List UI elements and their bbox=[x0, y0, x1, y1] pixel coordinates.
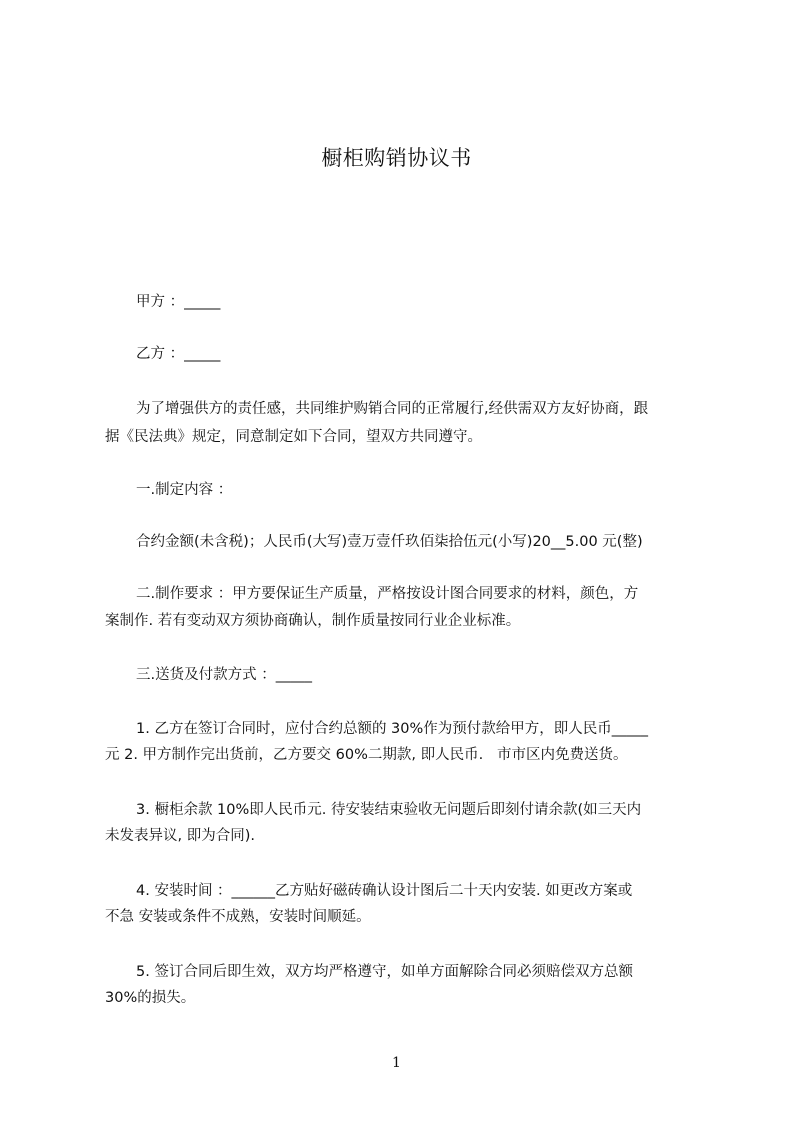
party-b-line: 乙方 ：_____ bbox=[136, 346, 221, 362]
section-3-heading: 三.送货及付款方式 ：_____ bbox=[136, 667, 312, 683]
item-4-line-2: 不急 安装或条件不成熟，安装时间顺延。 bbox=[105, 909, 371, 925]
page-number: 1 bbox=[392, 1055, 401, 1071]
party-a-line: 甲方 ：_____ bbox=[136, 294, 221, 310]
item-5-line-2: 30%的损失。 bbox=[105, 990, 196, 1006]
section-2-line-2: 案制作. 若有变动双方须协商确认，制作质量按同行业企业标准。 bbox=[105, 613, 521, 629]
item-1-line-1: 1. 乙方在签订合同时，应付合约总额的 30%作为预付款给甲方，即人民币_____ bbox=[136, 721, 649, 737]
section-1-heading: 一.制定内容 ： bbox=[136, 482, 233, 498]
item-4-line-1: 4. 安装时间 ：______乙方贴好磁砖确认设计图后二十天内安装. 如更改方案或 bbox=[136, 883, 633, 899]
item-1-line-2: 元 2. 甲方制作完出货前，乙方要交 60%二期款, 即人民币. 市市区内免费送货。 bbox=[105, 747, 628, 763]
intro-paragraph-line-2: 据《民法典》规定，同意制定如下合同，望双方共同遵守。 bbox=[105, 429, 482, 445]
intro-paragraph-line-1: 为了增强供方的责任感，共同维护购销合同的正常履行,经供需双方友好协商，跟 bbox=[136, 401, 649, 417]
item-3-line-1: 3. 橱柜余款 10%即人民币元. 待安装结束验收无问题后即刻付请余款(如三天内 bbox=[136, 802, 642, 818]
contract-amount-line: 合约金额(未含税)；人民币(大写)壹万壹仟玖佰柒拾伍元(小写)20__5.00 元(整) bbox=[136, 534, 643, 550]
item-5-line-1: 5. 签订合同后即生效，双方均严格遵守，如单方面解除合同必须赔偿双方总额 bbox=[136, 964, 633, 980]
item-3-line-2: 未发表异议, 即为合同). bbox=[105, 828, 255, 844]
section-2-line-1: 二.制作要求 ：甲方要保证生产质量，严格按设计图合同要求的材料，颜色，方 bbox=[136, 586, 639, 602]
document-title: 橱柜购销协议书 bbox=[321, 146, 472, 170]
